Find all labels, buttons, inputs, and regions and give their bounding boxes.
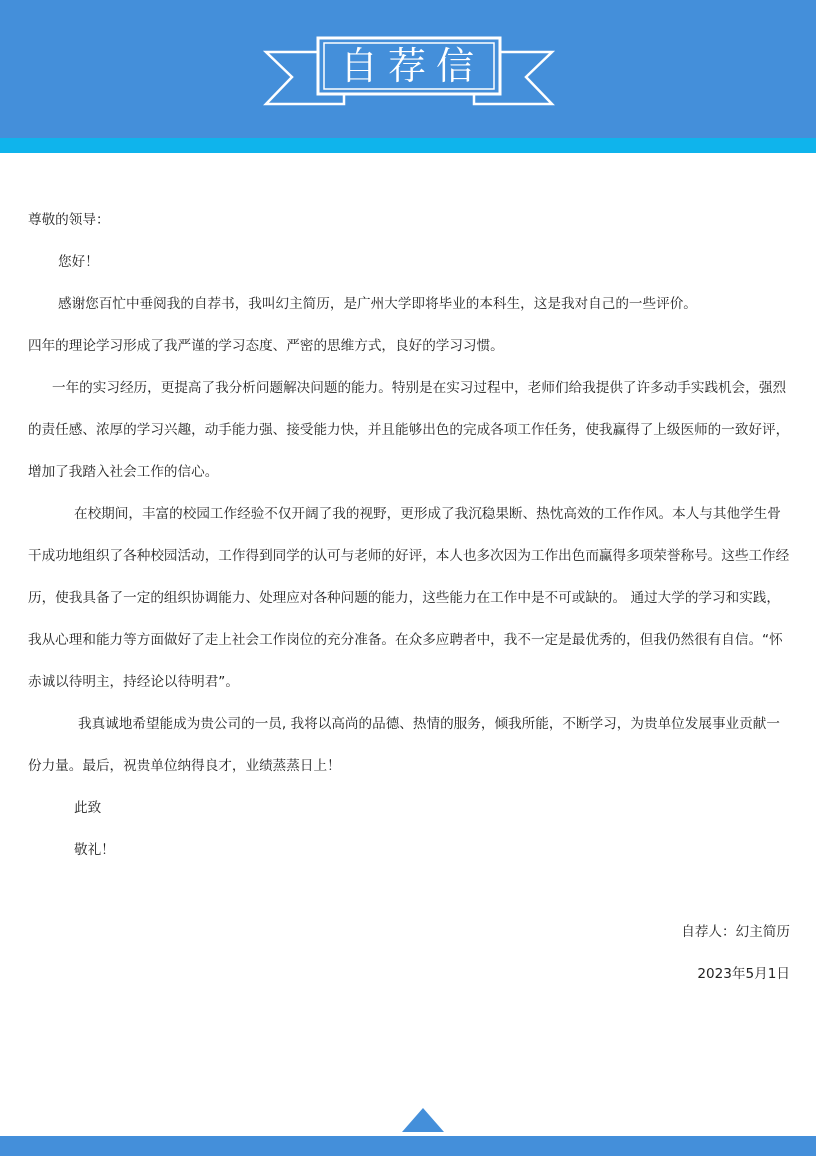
letter-body [28, 199, 790, 995]
paragraph-campus: 在校期间，丰富的校园工作经验不仅开阔了我的视野，更形成了我沉稳果断、热忱高效的工作作风。本人与其他学生骨干成功地组织了各种校园活动，工作得到同学的认可与老师的好评，本人也多次因为工作出色而赢得多项荣誉称号。这些工作经历，使我具备了一定的组织协调能力、处理应对各种问题的能力，这些能力在工作中是不可或缺的。 通过大学的学习和实践，我从心理和能力等方面做好了走上社会工作岗位的充分准备。在众多应聘者中，我不一定是最优秀的，但我仍然很有自信。“怀赤诚以待明主，持经论以待明君”。 [28, 506, 790, 690]
footer-band [0, 1136, 816, 1156]
paragraph-internship: 一年的实习经历，更提高了我分析问题解决问题的能力。特别是在实习过程中，老师们给我提供了许多动手实践机会，强烈的责任感、浓厚的学习兴趣，动手能力强、接受能力快，并且能够出色的完成各项工作任务，使我赢得了上级医师的一致好评，增加了我踏入社会工作的信心。 [28, 380, 790, 480]
closing-line-1: 此致 [74, 800, 102, 816]
paragraph-hope: 我真诚地希望能成为贵公司的一员, 我将以高尚的品德、热情的服务，倾我所能，不断学习，为贵单位发展事业贡献一份力量。最后，祝贵单位纳得良才，业绩蒸蒸日上！ [28, 716, 780, 774]
closing-line-2: 敬礼！ [74, 842, 115, 858]
paragraph-study: 四年的理论学习形成了我严谨的学习态度、严密的思维方式，良好的学习习惯。 [28, 338, 504, 354]
page-title: 自荐信 [339, 44, 484, 88]
triangle-up-icon [402, 1108, 444, 1132]
salutation: 尊敬的领导： [28, 212, 110, 228]
header-accent-stripe [0, 138, 816, 153]
letter-date: 2023年5月1日 [697, 966, 790, 982]
greeting: 您好！ [58, 254, 99, 270]
paragraph-intro: 感谢您百忙中垂阅我的自荐书，我叫幻主简历，是广州大学即将毕业的本科生，这是我对自己的一些评价。 [58, 296, 697, 312]
signature: 自荐人：幻主简历 [681, 924, 790, 940]
